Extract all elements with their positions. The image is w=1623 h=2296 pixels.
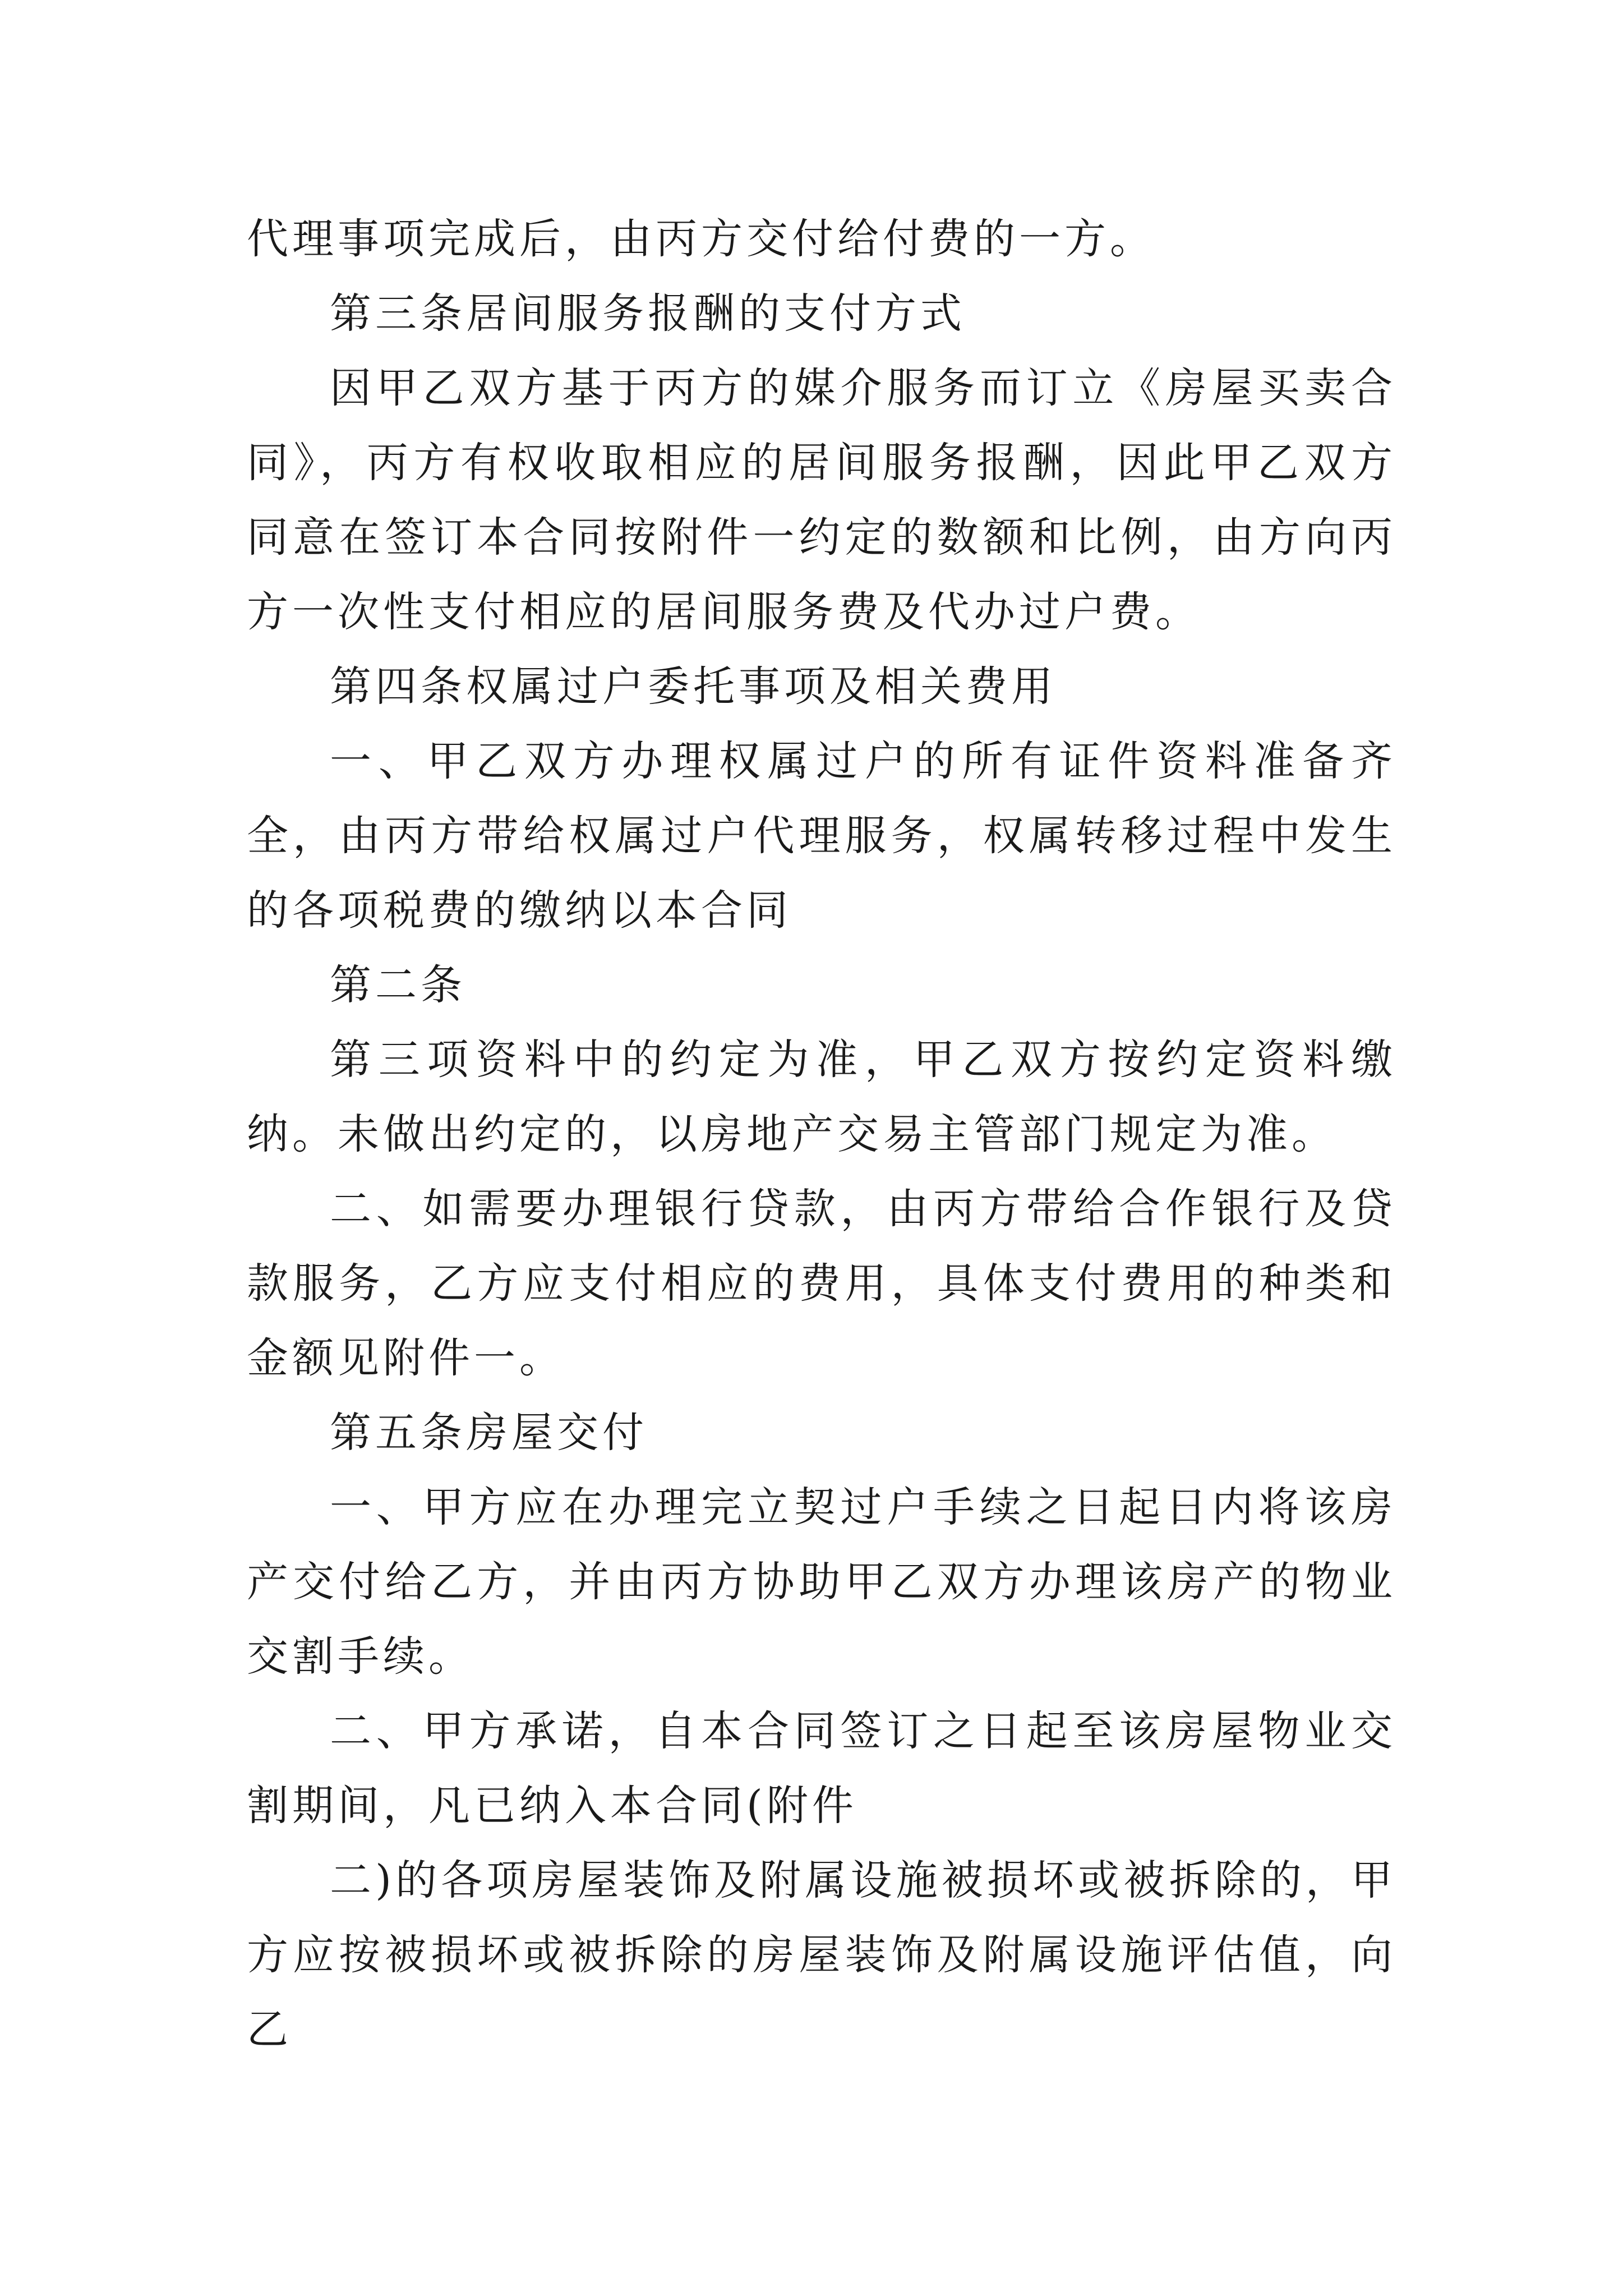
paragraph-12: 二)的各项房屋装饰及附属设施被损坏或被拆除的，甲方应按被损坏或被拆除的房屋装饰及附属设施评估值，向乙 — [247, 1856, 1396, 2054]
paragraph-10: 一、甲方应在办理完立契过户手续之日起日内将该房产交付给乙方，并由丙方协助甲乙双方办理该房产的物业交割手续。 — [247, 1483, 1396, 1681]
paragraph-5: 一、甲乙双方办理权属过户的所有证件资料准备齐全，由丙方带给权属过户代理服务，权属转移过程中发生的各项税费的缴纳以本合同 — [247, 737, 1396, 935]
paragraph-11: 二、甲方承诺，自本合同签订之日起至该房屋物业交割期间，凡已纳入本合同(附件 — [247, 1707, 1396, 1830]
paragraph-7: 第三项资料中的约定为准，甲乙双方按约定资料缴纳。未做出约定的，以房地产交易主管部门规定为准。 — [247, 1036, 1396, 1158]
heading-article-4: 第四条权属过户委托事项及相关费用 — [330, 662, 1057, 711]
paragraph-6: 第二条 — [330, 961, 466, 1009]
heading-article-5: 第五条房屋交付 — [330, 1409, 648, 1457]
paragraph-3: 因甲乙双方基于丙方的媒介服务而订立《房屋买卖合同》，丙方有权收取相应的居间服务报酬，因此甲乙双方同意在签订本合同按附件一约定的数额和比例，由方向丙方一次性支付相应的居间服务费及代办过户费。 — [247, 364, 1396, 636]
heading-article-3: 第三条居间服务报酬的支付方式 — [330, 289, 966, 338]
paragraph-1: 代理事项完成后，由丙方交付给付费的一方。 — [247, 215, 1155, 263]
paragraph-8: 二、如需要办理银行贷款，由丙方带给合作银行及贷款服务，乙方应支付相应的费用，具体支付费用的种类和金额见附件一。 — [247, 1185, 1396, 1382]
document-body — [247, 202, 1396, 2067]
